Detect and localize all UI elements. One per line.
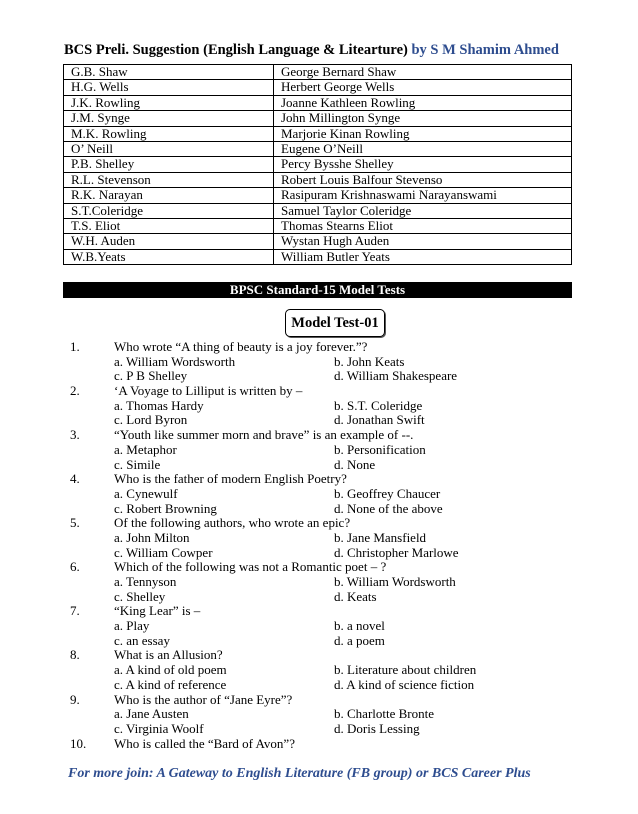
option-item: c. Virginia Woolf: [114, 720, 204, 736]
option-item: a. Metaphor: [114, 441, 177, 457]
options-row: [0, 722, 638, 737]
table-row: [64, 80, 572, 95]
short-name-cell: O’ Neill: [64, 142, 274, 157]
option-item: d. a poem: [334, 632, 385, 648]
table-row: [64, 172, 572, 187]
options-row: [0, 575, 638, 590]
short-name-cell: W.B.Yeats: [64, 249, 274, 264]
options-row: [0, 634, 638, 649]
options-row: [0, 546, 638, 561]
question-text: “Youth like summer morn and brave” is an example of --.: [114, 427, 414, 443]
short-name-cell: W.H. Auden: [64, 234, 274, 249]
table-row: [64, 126, 572, 141]
table-row: [64, 157, 572, 172]
question-number: 10.: [70, 735, 87, 751]
table-row: [64, 142, 572, 157]
option-item: c. A kind of reference: [114, 676, 227, 692]
option-item: c. William Cowper: [114, 544, 213, 560]
option-item: a. Tennyson: [114, 574, 177, 589]
page-header: [64, 40, 584, 60]
full-name-cell: Thomas Stearns Eliot: [274, 219, 572, 234]
option-item: b. Geoffrey Chaucer: [334, 485, 441, 501]
header-author: by S M Shamim Ahmed: [411, 42, 559, 58]
options-row: [0, 399, 638, 414]
options-row: [0, 663, 638, 678]
short-name-cell: S.T.Coleridge: [64, 203, 274, 218]
option-item: a. Jane Austen: [114, 706, 189, 722]
full-name-cell: Herbert George Wells: [274, 80, 572, 95]
options-row: [0, 531, 638, 546]
full-name-cell: Wystan Hugh Auden: [274, 234, 572, 249]
short-name-cell: H.G. Wells: [64, 80, 274, 95]
short-name-cell: M.K. Rowling: [64, 126, 274, 141]
options-row: [0, 678, 638, 693]
full-name-cell: William Butler Yeats: [274, 249, 572, 264]
full-name-cell: George Bernard Shaw: [274, 65, 572, 80]
option-item: c. Simile: [114, 456, 161, 472]
table-row: [64, 188, 572, 203]
short-name-cell: G.B. Shaw: [64, 65, 274, 80]
table-row: [64, 95, 572, 110]
question-text: “King Lear” is –: [114, 603, 201, 619]
question-text: Who is the author of “Jane Eyre”?: [114, 691, 293, 707]
question-row: [0, 384, 638, 399]
full-name-cell: Percy Bysshe Shelley: [274, 157, 572, 172]
full-name-cell: John Millington Synge: [274, 111, 572, 126]
question-row: [0, 604, 638, 619]
full-name-cell: Eugene O’Neill: [274, 142, 572, 157]
option-item: b. a novel: [334, 618, 385, 634]
question-number: 8.: [70, 647, 80, 663]
option-item: d. Jonathan Swift: [334, 412, 425, 428]
question-text: Of the following authors, who wrote an epic?: [114, 515, 351, 531]
question-number: 5.: [70, 515, 80, 531]
option-item: a. Thomas Hardy: [114, 397, 204, 413]
header-title: BCS Preli. Suggestion (English Language & Litearture): [64, 42, 408, 58]
options-row: [0, 458, 638, 473]
option-item: b. John Keats: [334, 353, 405, 369]
option-item: b. William Wordsworth: [334, 574, 456, 589]
options-row: [0, 619, 638, 634]
section-banner: BPSC Standard-15 Model Tests: [63, 282, 572, 298]
option-item: d. Christopher Marlowe: [334, 544, 459, 560]
option-item: d. A kind of science fiction: [334, 676, 475, 692]
question-row: [0, 737, 638, 752]
short-name-cell: J.M. Synge: [64, 111, 274, 126]
table-row: [64, 203, 572, 218]
option-item: c. an essay: [114, 632, 170, 648]
option-item: b. Literature about children: [334, 662, 477, 678]
option-item: c. Shelley: [114, 588, 166, 604]
full-name-cell: Robert Louis Balfour Stevenso: [274, 172, 572, 187]
question-text: Who is the father of modern English Poetry?: [114, 471, 347, 487]
option-item: b. S.T. Coleridge: [334, 397, 423, 413]
short-name-cell: P.B. Shelley: [64, 157, 274, 172]
model-test-title: Model Test-01: [285, 309, 385, 337]
option-item: a. William Wordsworth: [114, 353, 236, 369]
options-row: [0, 502, 638, 517]
option-item: c. P B Shelley: [114, 368, 188, 384]
option-item: d. Keats: [334, 588, 377, 604]
question-row: [0, 648, 638, 663]
question-number: 4.: [70, 471, 80, 487]
option-item: b. Jane Mansfield: [334, 529, 427, 545]
question-row: [0, 560, 638, 575]
question-text: ‘A Voyage to Lilliput is written by –: [114, 383, 303, 399]
option-item: a. John Milton: [114, 529, 190, 545]
table-row: [64, 249, 572, 264]
question-row: [0, 428, 638, 443]
options-row: [0, 355, 638, 370]
question-row: [0, 340, 638, 355]
options-row: [0, 707, 638, 722]
short-name-cell: J.K. Rowling: [64, 95, 274, 110]
full-name-cell: Joanne Kathleen Rowling: [274, 95, 572, 110]
option-item: c. Robert Browning: [114, 500, 217, 516]
table-row: [64, 65, 572, 80]
options-row: [0, 413, 638, 428]
question-row: [0, 516, 638, 531]
full-name-cell: Marjorie Kinan Rowling: [274, 126, 572, 141]
footer-note: For more join: A Gateway to English Literature (FB group) or BCS Career Plus: [68, 766, 531, 781]
full-name-cell: Samuel Taylor Coleridge: [274, 203, 572, 218]
options-row: [0, 487, 638, 502]
option-item: a. A kind of old poem: [114, 662, 227, 678]
table-row: [64, 234, 572, 249]
options-row: [0, 443, 638, 458]
question-text: Who is called the “Bard of Avon”?: [114, 735, 295, 751]
option-item: a. Play: [114, 618, 150, 634]
short-name-cell: T.S. Eliot: [64, 219, 274, 234]
short-name-cell: R.K. Narayan: [64, 188, 274, 203]
question-number: 9.: [70, 691, 80, 707]
question-row: [0, 693, 638, 708]
option-item: a. Cynewulf: [114, 485, 178, 501]
option-item: b. Personification: [334, 441, 426, 457]
options-row: [0, 590, 638, 605]
full-name-cell: Rasipuram Krishnaswami Narayanswami: [274, 188, 572, 203]
question-row: [0, 472, 638, 487]
short-name-cell: R.L. Stevenson: [64, 172, 274, 187]
question-number: 1.: [70, 339, 80, 354]
option-item: c. Lord Byron: [114, 412, 188, 428]
pen-names-table: [63, 64, 572, 265]
options-row: [0, 369, 638, 384]
table-row: [64, 111, 572, 126]
question-number: 2.: [70, 383, 80, 399]
question-number: 6.: [70, 559, 80, 575]
option-item: b. Charlotte Bronte: [334, 706, 435, 722]
question-number: 3.: [70, 427, 80, 443]
question-number: 7.: [70, 603, 80, 619]
question-text: What is an Allusion?: [114, 647, 223, 663]
option-item: d. Doris Lessing: [334, 720, 420, 736]
option-item: d. None of the above: [334, 500, 443, 516]
question-text: Who wrote “A thing of beauty is a joy forever.”?: [114, 339, 368, 354]
question-text: Which of the following was not a Romantic poet – ?: [114, 559, 387, 575]
option-item: d. None: [334, 456, 376, 472]
option-item: d. William Shakespeare: [334, 368, 458, 384]
question-list: [0, 340, 638, 751]
table-row: [64, 219, 572, 234]
